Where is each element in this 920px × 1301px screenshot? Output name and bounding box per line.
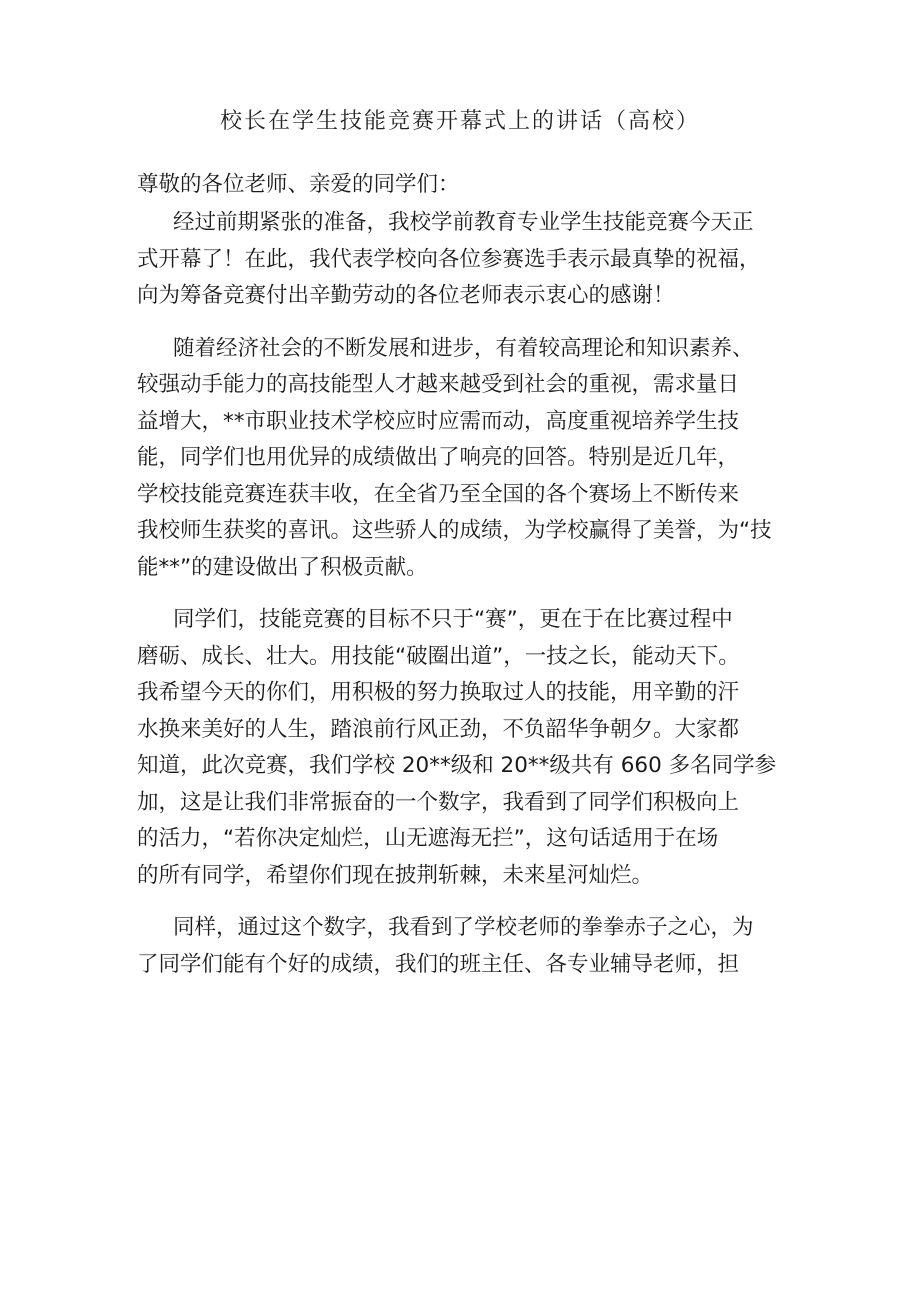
document-title: 校长在学生技能竞赛开幕式上的讲话（高校） [219, 109, 700, 134]
text-line: 同样，通过这个数字，我看到了学校老师的拳拳赤子之心，为 [173, 915, 754, 940]
text-line: 的所有同学，希望你们现在披荆斩棘，未来星河灿烂。 [137, 862, 654, 888]
text-line: 我希望今天的你们，用积极的努力换取过人的技能，用辛勤的汗 [137, 680, 740, 705]
text-line: 随着经济社会的不断发展和进步，有着较高理论和知识素养、 [173, 335, 754, 361]
document-body [137, 205, 797, 983]
salutation [137, 167, 797, 204]
text-line: 向为筹备竞赛付出辛勤劳动的各位老师表示衷心的感谢！ [137, 283, 675, 308]
text-line: 益增大，**市职业技术学校应时应需而动，高度重视培养学生技 [137, 408, 740, 434]
text-line: 加，这是让我们非常振奋的一个数字，我看到了同学们积极向上 [137, 789, 740, 815]
text-line: 学校技能竞赛连获丰收，在全省乃至全国的各个赛场上不断传来 [137, 481, 740, 507]
paragraph-4 [137, 910, 797, 983]
text-line: 的活力，“若你决定灿烂，山无遮海无拦”，这句话适用于在场 [137, 826, 719, 851]
paragraph-2 [137, 331, 797, 587]
text-line: 磨砺、成长、壮大。用技能“破圈出道”，一技之长，能动天下。 [137, 643, 740, 669]
text-line: 同学们，技能竞赛的目标不只于“赛”，更在于在比赛过程中 [173, 607, 733, 632]
text-line: 式开幕了！在此，我代表学校向各位参赛选手表示最真挚的祝福， [137, 246, 761, 272]
paragraph-1 [137, 205, 797, 315]
text-line: 水换来美好的人生，踏浪前行风正劲，不负韶华争朝夕。大家都 [137, 716, 740, 742]
text-line: 了同学们能有个好的成绩，我们的班主任、各专业辅导老师，担 [137, 951, 740, 977]
text-line: 知道，此次竞赛，我们学校 20**级和 20**级共有 660 多名同学参 [137, 753, 777, 778]
text-line: 我校师生获奖的喜讯。这些骄人的成绩，为学校赢得了美誉，为“技 [137, 518, 772, 543]
paragraph-3 [137, 602, 797, 894]
text-line: 能**”的建设做出了积极贡献。 [137, 554, 428, 580]
text-line: 经过前期紧张的准备，我校学前教育专业学生技能竞赛今天正 [173, 210, 754, 235]
salutation-line: 尊敬的各位老师、亲爱的同学们： [137, 172, 460, 197]
text-line: 较强动手能力的高技能型人才越来越受到社会的重视，需求量日 [137, 372, 740, 397]
text-line: 能，同学们也用优异的成绩做出了响亮的回答。特别是近几年， [137, 445, 740, 470]
